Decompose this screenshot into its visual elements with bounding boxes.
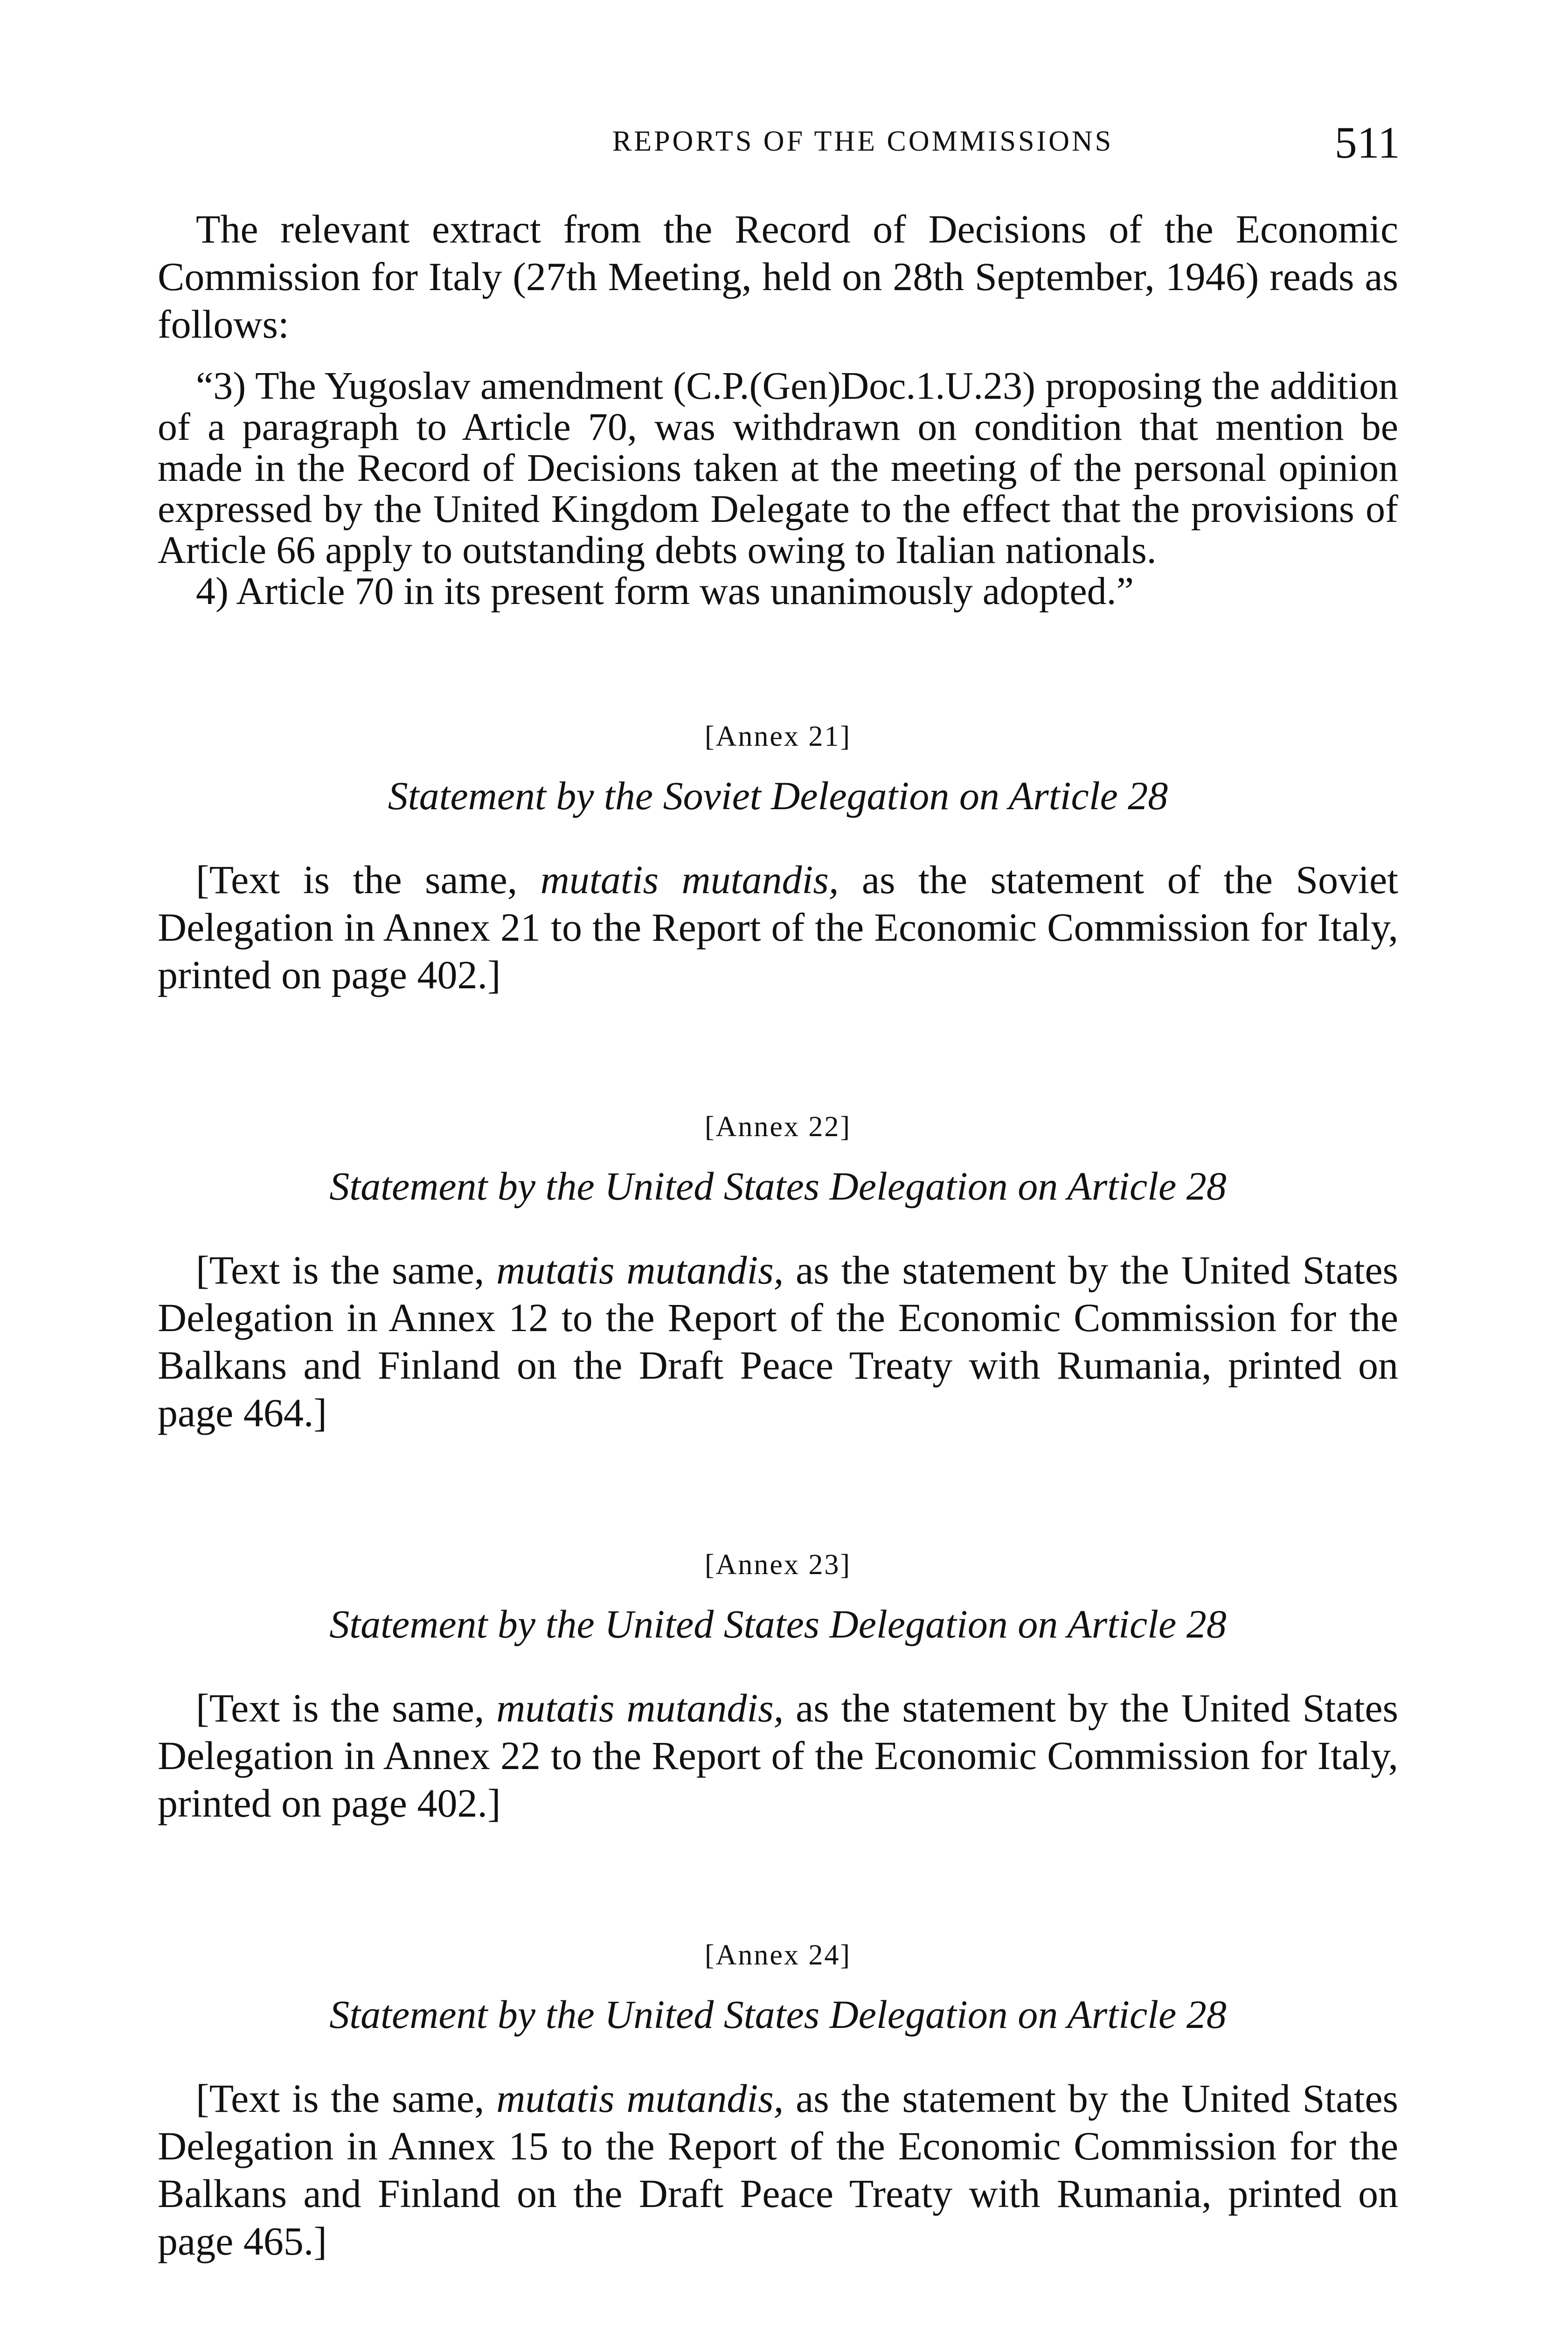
annex-text-italic: mutatis mutandis, [540, 857, 839, 902]
annex-label: [Annex 24] [704, 1939, 852, 1971]
annex-text [158, 856, 1398, 999]
annex-text-italic: mutatis mutandis, [496, 1686, 784, 1730]
annex-text-end: as the statement by the United States Delegation in Annex 15 to the Report of the Economic Commission for the Balkans and Finland on the Draft Peace Treaty with Rumania, printed on page 465.] [158, 2076, 1398, 2263]
annex-text-end: as the statement of the Soviet Delegation in Annex 21 to the Report of the Economic Commission for Italy, printed on page 402.] [158, 857, 1399, 997]
annex-text-start: [Text is the same, [196, 2076, 497, 2121]
annex-text-italic: mutatis mutandis, [496, 2076, 784, 2121]
annex-label: [Annex 21] [704, 721, 852, 752]
annex-text [158, 2075, 1398, 2265]
quote-item-4: 4) Article 70 in its present form was unanimously adopted.” [196, 569, 1134, 613]
annex-label: [Annex 22] [704, 1111, 852, 1143]
annex-text-start: [Text is the same, [196, 1248, 497, 1292]
annex-text-italic: mutatis mutandis, [496, 1248, 784, 1292]
annex-title: Statement by the United States Delegation on Article 28 [329, 1602, 1227, 1646]
intro-paragraph: The relevant extract from the Record of Decisions of the Economic Commission for Italy (27th Meeting, held on 28th September, 1946) reads as follows: [158, 207, 1398, 347]
annex-text-start: [Text is the same, [196, 857, 541, 902]
annex-23-section [158, 1548, 1398, 1827]
annex-title: Statement by the United States Delegation on Article 28 [329, 1992, 1227, 2037]
annex-text-start: [Text is the same, [196, 1686, 497, 1730]
annex-24-section [158, 1939, 1398, 2265]
annex-title: Statement by the Soviet Delegation on Article 28 [388, 773, 1168, 818]
annex-text-end: as the statement by the United States Delegation in Annex 22 to the Report of the Economic Commission for Italy, printed on page 402.] [158, 1686, 1398, 1825]
annex-22-section [158, 1110, 1398, 1437]
annex-text [158, 1684, 1398, 1827]
decision-quote [158, 366, 1398, 612]
annex-21-section [158, 720, 1398, 999]
annex-text-end: as the statement by the United States Delegation in Annex 12 to the Report of the Economic Commission for the Balkans and Finland on the Draft Peace Treaty with Rumania, printed on page 464.] [158, 1248, 1398, 1435]
page-number: 511 [1334, 118, 1400, 167]
quote-item-3: “3) The Yugoslav amendment (C.P.(Gen)Doc.1.U.23) proposing the addition of a paragraph to Article 70, was withdrawn on condition that mention be made in the Record of Decisions taken at the meeting of the personal opinion expressed by the United Kingdom Delegate to the effect that the provisions of Article 66 apply to outstanding debts owing to Italian nationals. [158, 364, 1398, 572]
annex-label: [Annex 23] [704, 1549, 852, 1581]
page-body [158, 205, 1398, 2265]
annex-text [158, 1246, 1398, 1437]
annex-title: Statement by the United States Delegation on Article 28 [329, 1164, 1227, 1208]
running-header: REPORTS OF THE COMMISSIONS [612, 125, 1114, 157]
